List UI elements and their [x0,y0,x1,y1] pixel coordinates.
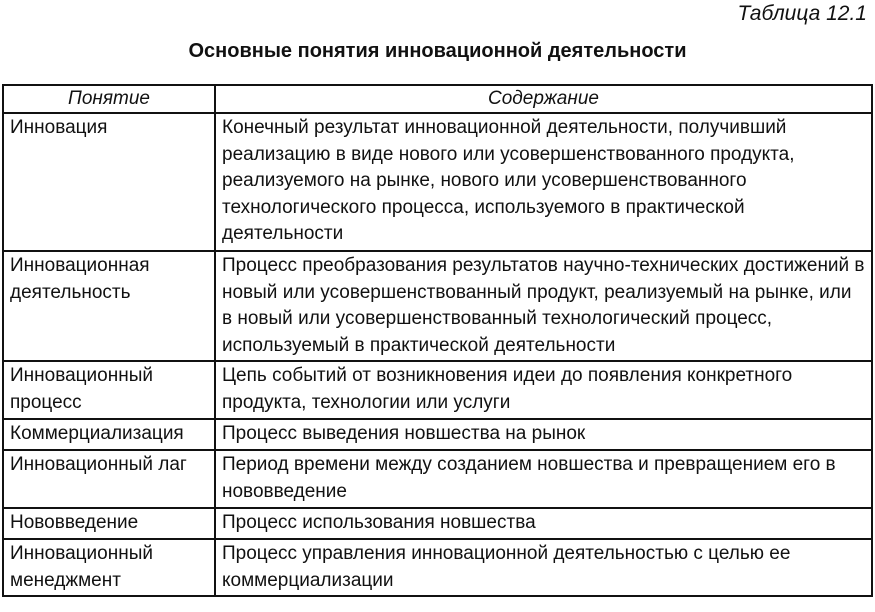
content-cell: Период времени между созданием новшества и превращением его в нововведение [215,450,872,508]
content-cell: Процесс выведения новшества на рынок [215,419,872,450]
content-cell: Процесс использования новшества [215,508,872,539]
column-header-content: Содержание [215,85,872,113]
term-cell: Коммерциализация [3,419,215,450]
table-row [3,113,872,251]
term-cell: Инновационный лаг [3,450,215,508]
table-number: Таблица 12.1 [737,2,867,25]
table-row [3,450,872,508]
table-row [3,419,872,450]
term-cell: Инновационный менеджмент [3,539,215,596]
content-cell: Конечный результат инновационной деятельности, получивший реализацию в виде нового или усовершенствованного продукта, реализуемого на рынке, нового или усовершенствованного технологического процесса, используемого в практической деятельности [215,113,872,251]
term-cell: Инновационный процесс [3,361,215,419]
content-cell: Цепь событий от возникновения идеи до появления конкретного продукта, технологии или услуги [215,361,872,419]
table-row [3,508,872,539]
table-header-row [3,85,872,113]
content-cell: Процесс управления инновационной деятельностью с целью ее коммерциализации [215,539,872,596]
table-row [3,361,872,419]
concepts-table [2,84,873,597]
table-row [3,539,872,596]
table-title: Основные понятия инновационной деятельности [188,40,687,62]
term-cell: Нововведение [3,508,215,539]
table-row [3,251,872,361]
column-header-term: Понятие [3,85,215,113]
term-cell: Инновационная деятельность [3,251,215,361]
content-cell: Процесс преобразования результатов научно-технических достижений в новый или усовершенствованный продукт, реализуемый на рынке, или в новый или усовершенствованный технологический процесс, используемый в практической деятельности [215,251,872,361]
term-cell: Инновация [3,113,215,251]
